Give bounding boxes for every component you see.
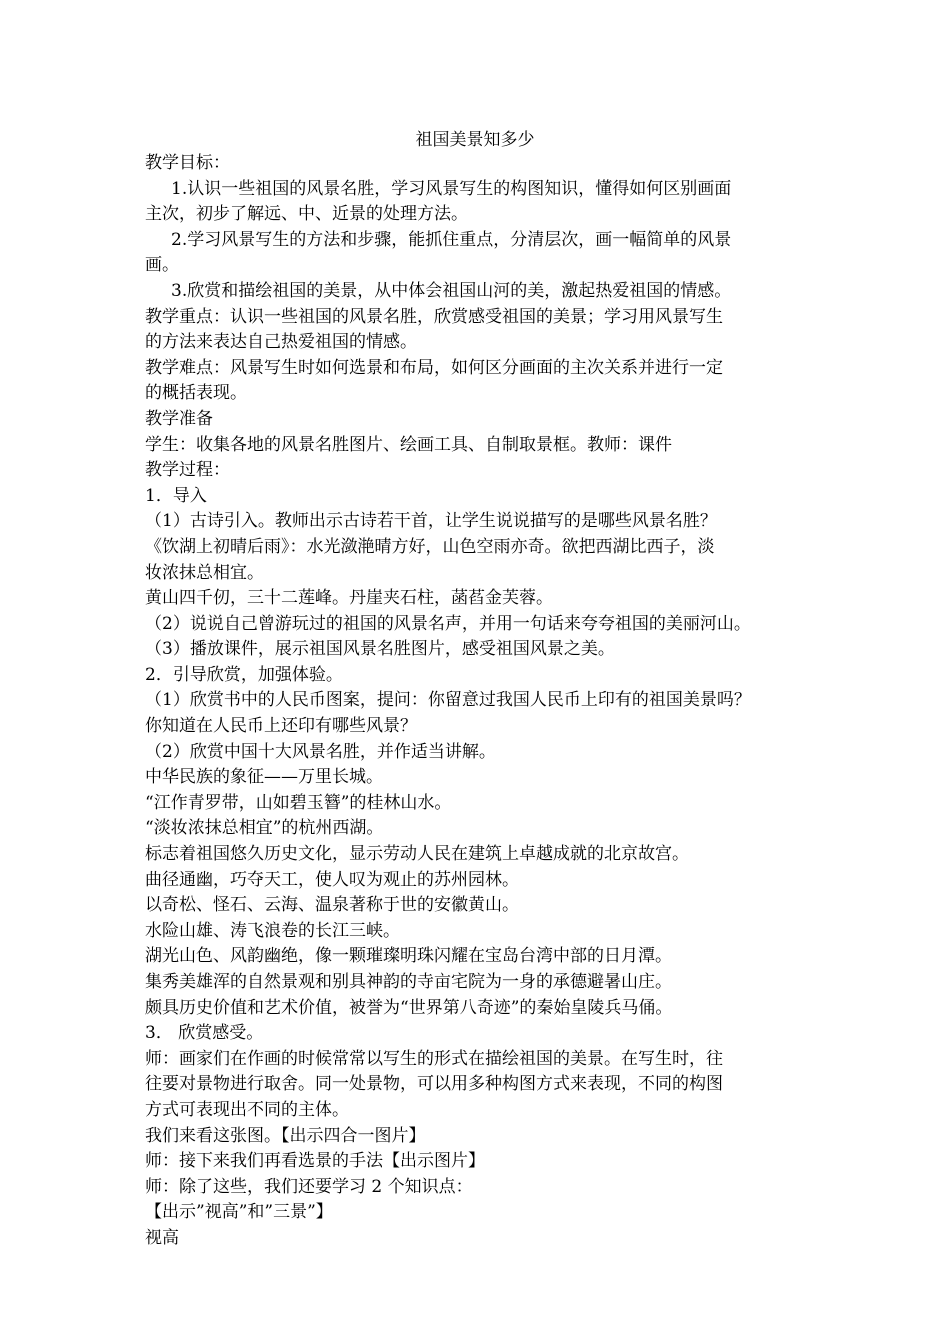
- text-line: 师：接下来我们再看选景的手法【出示图片】: [145, 1151, 485, 1172]
- document-body: [145, 151, 815, 1252]
- text-line: 《饮湖上初晴后雨》：水光潋滟晴方好，山色空雨亦奇。欲把西湖比西子，淡: [145, 536, 715, 557]
- text-line: （1）欣赏书中的人民币图案，提问：你留意过我国人民币上印有的祖国美景吗？: [145, 690, 751, 711]
- text-line: 1．导入: [145, 485, 207, 506]
- text-line: 的概括表现。: [145, 383, 247, 404]
- text-line: （2）欣赏中国十大风景名胜，并作适当讲解。: [145, 741, 496, 762]
- text-line: “淡妆浓抹总相宜”的杭州西湖。: [145, 818, 384, 839]
- text-line: 2.学习风景写生的方法和步骤，能抓住重点，分清层次，画一幅简单的风景: [171, 229, 732, 250]
- text-line: 师：除了这些，我们还要学习 2 个知识点：: [145, 1176, 473, 1197]
- text-line: 你知道在人民币上还印有哪些风景？: [145, 716, 417, 737]
- text-line: 师：画家们在作画的时候常常以写生的形式在描绘祖国的美景。在写生时，往: [145, 1048, 723, 1069]
- text-line: 教学难点：风景写生时如何选景和布局，如何区分画面的主次关系并进行一定: [145, 357, 723, 378]
- text-line: 方式可表现出不同的主体。: [145, 1099, 349, 1120]
- text-line: （1）古诗引入。教师出示古诗若干首，让学生说说描写的是哪些风景名胜？: [145, 511, 717, 532]
- text-line: （2）说说自己曾游玩过的祖国的风景名声，并用一句话来夸夸祖国的美丽河山。: [145, 613, 751, 634]
- text-line: “江作青罗带，山如碧玉簪”的桂林山水。: [145, 792, 452, 813]
- text-line: 【出示”视高”和”三景”】: [145, 1202, 333, 1223]
- text-line: 2．引导欣赏，加强体验。: [145, 664, 343, 685]
- text-line: 颇具历史价值和艺术价值，被誉为“世界第八奇迹”的秦始皇陵兵马俑。: [145, 997, 673, 1018]
- text-line: 黄山四千仞，三十二莲峰。丹崖夹石柱，菡萏金芙蓉。: [145, 588, 553, 609]
- text-line: 妆浓抹总相宜。: [145, 562, 264, 583]
- text-line: 的方法来表达自己热爱祖国的情感。: [145, 332, 417, 353]
- text-line: （3）播放课件，展示祖国风景名胜图片，感受祖国风景之美。: [145, 639, 615, 660]
- text-line: 湖光山色、风韵幽绝，像一颗璀璨明珠闪耀在宝岛台湾中部的日月潭。: [145, 946, 672, 967]
- text-line: 教学目标：: [145, 153, 230, 173]
- text-line: 教学过程：: [145, 460, 230, 481]
- text-line: 1.认识一些祖国的风景名胜，学习风景写生的构图知识，懂得如何区别画面: [171, 178, 732, 199]
- text-line: 3． 欣赏感受。: [145, 1023, 264, 1044]
- text-line: 主次，初步了解远、中、近景的处理方法。: [145, 204, 468, 225]
- text-line: 以奇松、怪石、云海、温泉著称于世的安徽黄山。: [145, 895, 519, 916]
- text-line: 标志着祖国悠久历史文化，显示劳动人民在建筑上卓越成就的北京故宫。: [145, 844, 689, 865]
- text-line: 学生：收集各地的风景名胜图片、绘画工具、自制取景框。教师：课件: [145, 434, 672, 455]
- text-line: 视高: [145, 1227, 179, 1248]
- text-line: 水险山雄、涛飞浪卷的长江三峡。: [145, 920, 400, 941]
- text-line: 曲径通幽，巧夺天工，使人叹为观止的苏州园林。: [145, 869, 519, 890]
- text-line: 3.欣赏和描绘祖国的美景，从中体会祖国山河的美，激起热爱祖国的情感。: [171, 280, 732, 301]
- text-line: 教学准备: [145, 408, 213, 429]
- text-line: 我们来看这张图。【出示四合一图片】: [145, 1125, 426, 1146]
- text-line: 集秀美雄浑的自然景观和别具神韵的寺亩宅院为一身的承德避暑山庄。: [145, 972, 672, 992]
- document-title: 祖国美景知多少: [415, 130, 535, 150]
- text-line: 教学重点：认识一些祖国的风景名胜，欣赏感受祖国的美景；学习用风景写生: [145, 306, 723, 327]
- text-line: 中华民族的象征——万里长城。: [145, 767, 383, 788]
- text-line: 往要对景物进行取舍。同一处景物，可以用多种构图方式来表现，不同的构图: [145, 1074, 723, 1095]
- text-line: 画。: [145, 255, 179, 276]
